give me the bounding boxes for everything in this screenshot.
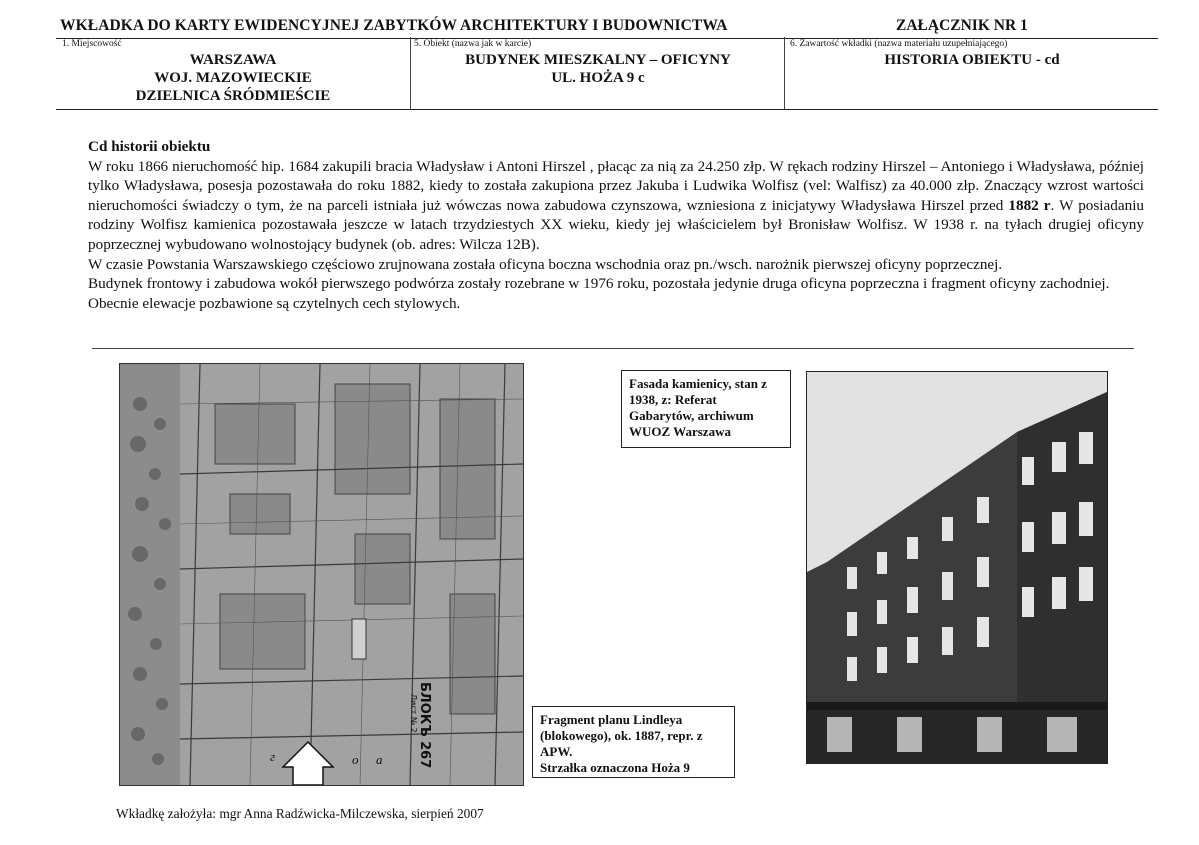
facade-photo: [806, 371, 1108, 764]
street-letter: а: [376, 752, 383, 767]
plan-caption-arrow-note: Strzałka oznaczona Hoża 9: [540, 760, 690, 775]
paragraph-ownership: [88, 157, 1144, 255]
location-voivodeship: WOJ. MAZOWIECKIE: [154, 70, 312, 86]
object-label: 5. Obiekt (nazwa jak w karcie): [414, 39, 532, 49]
paragraph-uprising: W czasie Powstania Warszawskiego częściowo zrujnowana została oficyna boczna wschodnia oraz pn./wsch. narożnik pierwszej oficyny poprzecznej.: [88, 255, 1003, 273]
contents-name: HISTORIA OBIEKTU - cd: [884, 52, 1060, 68]
document-title: WKŁADKA DO KARTY EWIDENCYJNEJ ZABYTKÓW ARCHITEKTURY I BUDOWNICTWA: [60, 17, 728, 34]
location-district: DZIELNICA ŚRÓDMIEŚCIE: [135, 88, 331, 104]
history-text: [88, 137, 1144, 313]
plan-stamp: БЛОКЪ 267: [417, 682, 432, 769]
plan-caption: [532, 706, 735, 778]
attachment-number: ZAŁĄCZNIK NR 1: [896, 17, 1028, 34]
highlighted-year: 1882 r: [1008, 196, 1051, 214]
facade-caption: Fasada kamienicy, stan z 1938, z: Referat Gabarytów, archiwum WUOZ Warszawa: [621, 370, 791, 448]
paragraph-present: Obecnie elewacje pozbawione są czytelnych cech stylowych.: [88, 294, 461, 312]
contents-label: 6. Zawartość wkładki (nazwa materiału uzupełniającego): [790, 39, 1008, 49]
paragraph-text: W roku 1866 nieruchomość hip. 1684 zakupili bracia Władysław i Antoni Hirszel , płacąc za nią za 24.250 złp. W rękach rodziny Hirszel – Antoniego i Władysława, później tylko Władysława, posesja pozostawała do roku 1882, kiedy to została zakupiona przez Jakuba i Ludwika Wolfisz (vel: Walfisz) za 40.000 złp. Znaczący wzrost wartości nieruchomości świadczy o tym, że na parceli istniała już wówczas nowa zabudowa czynszowa, wzniesiona z inicjatywy Władysława Hirszel przed: [88, 157, 1144, 214]
paragraph-demolition: Budynek frontowy i zabudowa wokół pierwszego podwórza zostały rozebrane w 1976 roku, pozostała jedynie druga oficyna poprzeczna i fragment oficyny zachodniej.: [88, 275, 1110, 293]
plan-caption-text: Fragment planu Lindleya (blokowego), ok. 1887, repr. z APW.: [540, 712, 703, 759]
contents-value: [788, 51, 1156, 69]
header-divider: [784, 37, 785, 109]
location-value: [60, 51, 406, 105]
lindley-plan-image: [119, 363, 524, 786]
paragraph-text: . W posiadaniu rodziny Wolfisz kamienica pozostawała jeszcze w latach trzydziestych XX wieku, kiedy jej właścicielem był Bronisław Wolfisz. W 1938 r. na tyłach drugiej oficyny poprzecznej wybudowano wolnostojący budynek (ob. adres: Wilcza 12B).: [88, 196, 1145, 253]
street-letter: о: [352, 752, 359, 767]
location-label: 1. Miejscowość: [62, 39, 122, 49]
section-divider: [92, 348, 1134, 349]
location-city: WARSZAWA: [189, 52, 277, 68]
object-value: [414, 51, 782, 87]
object-name: BUDYNEK MIESZKALNY – OFICYNY: [465, 52, 731, 68]
facade-drawing: [807, 372, 1107, 763]
plan-drawing: [120, 364, 523, 785]
section-heading: Cd historii obiektu: [88, 138, 211, 155]
plan-stamp-sub: Лист № 2: [409, 694, 418, 733]
header-divider: [410, 37, 411, 109]
object-address: UL. HOŻA 9 c: [551, 70, 645, 86]
author-footer: Wkładkę założyła: mgr Anna Radźwicka-Milczewska, sierpień 2007: [116, 806, 484, 821]
street-letter: г: [270, 749, 276, 764]
